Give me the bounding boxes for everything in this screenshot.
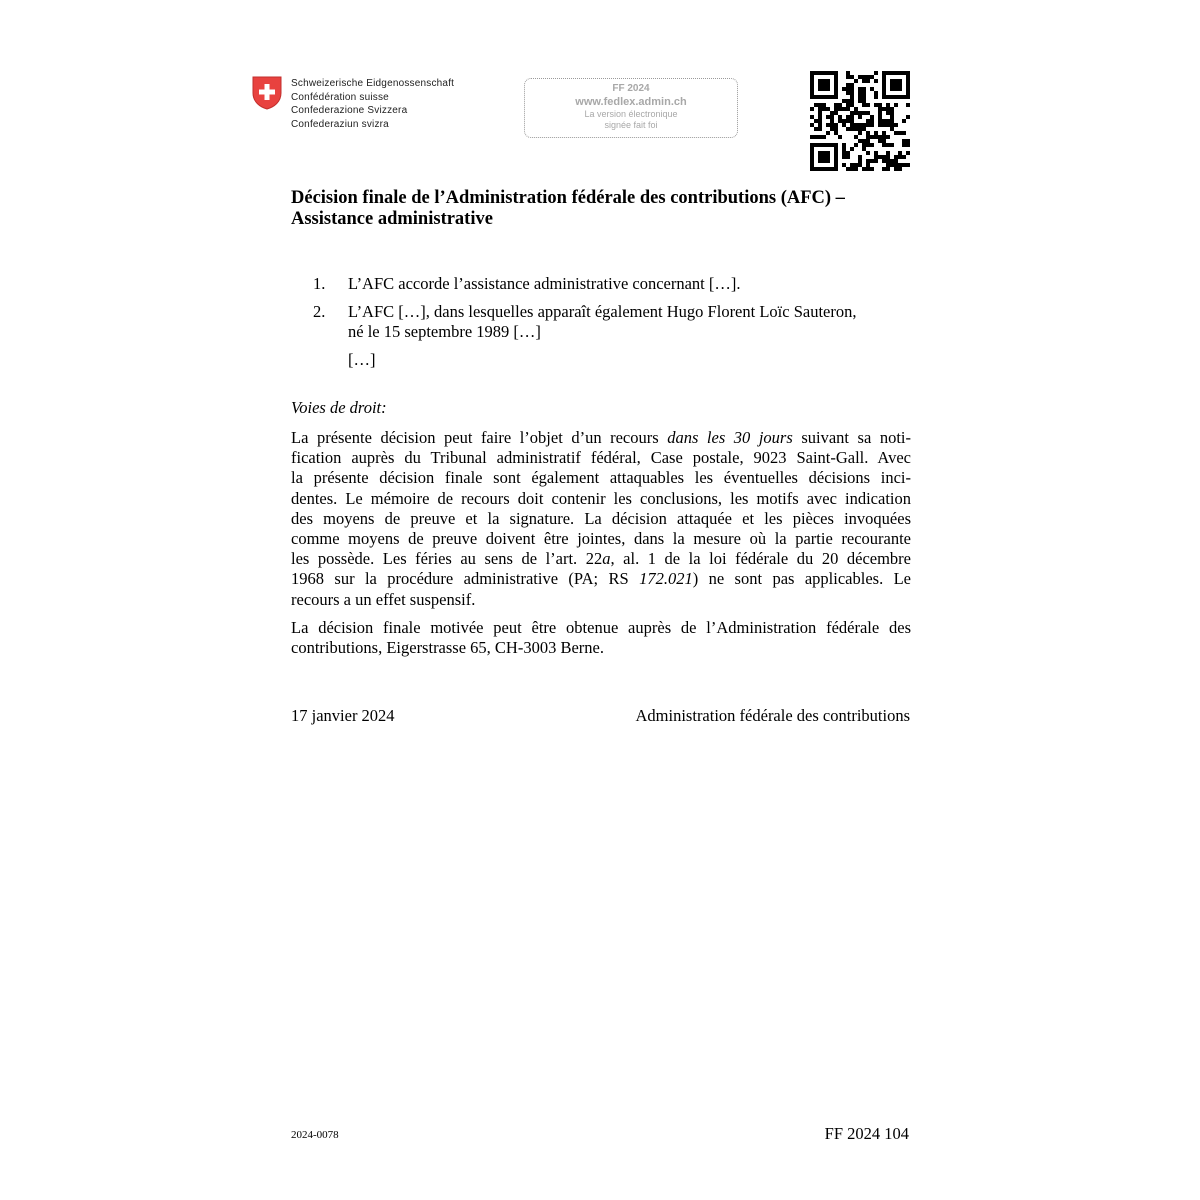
text-segment: les possède. Les féries au sens de l’art. 22 (291, 549, 603, 569)
text-line: la présente décision finale sont également attaquables les éventuelles décisions inci- (291, 468, 911, 488)
stamp-url: www.fedlex.admin.ch (575, 96, 687, 108)
qr-code-icon (810, 71, 910, 171)
stamp-note: signée fait foi (604, 120, 658, 130)
list-item (291, 302, 911, 342)
stamp-note: La version électronique (584, 109, 678, 119)
text-line: comme moyens de preuve doivent être jointes, dans la mesure où la partie recourante (291, 529, 911, 549)
document-title (291, 188, 911, 230)
swiss-cross-shield-icon (252, 76, 282, 110)
text-segment: , al. 1 de la loi fédérale du 20 décembre (610, 549, 911, 569)
emphasis-article-letter: a (602, 549, 611, 569)
authenticity-stamp (524, 78, 738, 138)
list-number: 2. (313, 302, 326, 321)
text-line: des moyens de preuve et la signature. La décision attaquée et les pièces invoquées (291, 508, 911, 528)
title-line: Assistance administrative (291, 209, 493, 229)
text-line (291, 549, 911, 569)
obtain-decision-paragraph (291, 618, 911, 658)
org-line: Confederaziun svizra (291, 118, 389, 130)
text-line: dentes. Le mémoire de recours doit contenir les conclusions, les motifs avec indication (291, 488, 911, 508)
org-line: Confédération suisse (291, 91, 389, 103)
emphasis-deadline: dans les 30 jours (667, 428, 793, 447)
list-text: L’AFC accorde l’assistance administrative concernant […]. (348, 274, 741, 293)
org-line: Schweizerische Eidgenossenschaft (291, 78, 455, 89)
text-line: fication auprès du Tribunal administratif fédéral, Case postale, 9023 Saint-Gall. Avec (291, 448, 911, 468)
list-item (291, 274, 911, 294)
decision-date: 17 janvier 2024 (291, 706, 395, 725)
list-text: né le 15 septembre 1989 […] (348, 322, 541, 341)
page-reference: FF 2024 104 (824, 1124, 909, 1143)
text-line: recours a un effet suspensif. (291, 589, 476, 609)
decision-list (291, 274, 911, 370)
issuing-organization (291, 77, 454, 131)
list-number: 1. (313, 274, 326, 293)
list-text: L’AFC […], dans lesquelles apparaît également Hugo Florent Loïc Sauteron, (348, 302, 857, 321)
list-ellipsis: […] (348, 350, 376, 369)
issuing-authority: Administration fédérale des contributions (635, 706, 910, 725)
text-line (291, 428, 911, 448)
legal-remedies-paragraph (291, 428, 911, 610)
text-segment: suivant sa noti- (792, 428, 911, 447)
stamp-gazette: FF 2024 (612, 83, 650, 94)
text-line: contributions, Eigerstrasse 65, CH-3003 Berne. (291, 638, 604, 658)
text-segment: 1968 sur la procédure administrative (PA; RS (291, 569, 640, 589)
title-line: Décision finale de l’Administration fédérale des contributions (AFC) – (291, 188, 845, 208)
text-line: La décision finale motivée peut être obtenue auprès de l’Administration fédérale des (291, 618, 911, 637)
legal-remedies-heading: Voies de droit: (291, 398, 387, 417)
org-line: Confederazione Svizzera (291, 105, 408, 116)
document-reference: 2024-0078 (291, 1129, 339, 1141)
text-line (291, 569, 911, 589)
text-segment: La présente décision peut faire l’objet d’un recours (291, 428, 668, 447)
text-segment: ) ne sont pas applicables. Le (692, 569, 911, 589)
emphasis-rs-number: 172.021 (639, 569, 693, 589)
